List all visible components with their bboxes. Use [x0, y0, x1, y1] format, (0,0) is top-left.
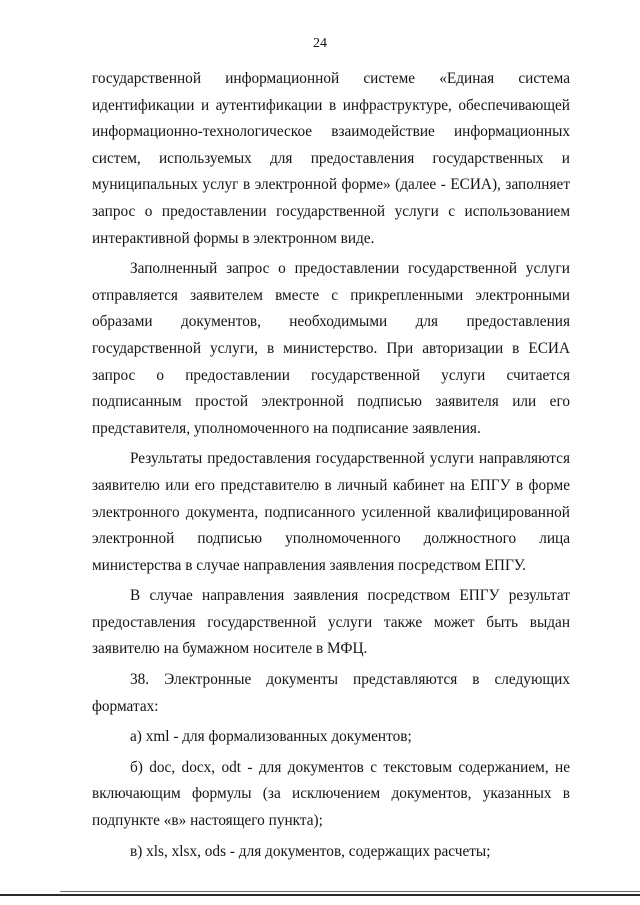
page-bottom-border — [0, 894, 640, 896]
paragraph-results: Результаты предоставления государственной услуги направляются заявителю или его представителю в личный кабинет на ЕПГУ в форме электронного документа, подписанного усиленной квалифицированной электронной подписью уполномоченного должностного лица министерства в случае направления заявления посредством ЕПГУ. — [92, 450, 570, 574]
paragraph-paper-result: В случае направления заявления посредством ЕПГУ результат предоставления государственной услуги также может быть выдан заявителю на бумажном носителе в МФЦ. — [92, 587, 570, 658]
paragraph-filled-request: Заполненный запрос о предоставлении государственной услуги отправляется заявителем вместе с прикрепленными электронными образами документов, необходимыми для предоставления государственной услуги, в министерство. При авторизации в ЕСИА запрос о предоставлении государственной услуги считается подписанным простой электронной подписью заявителя или его представителя, уполномоченного на подписание заявления. — [92, 260, 570, 437]
paragraph-esia-continuation: государственной информационной системе «Единая система идентификации и аутентификации в инфраструктуре, обеспечивающей информационно-технологическое взаимодействие информационных систем, используемых для предоставления государственных и муниципальных услуг в электронной форме» (далее - ЕСИА), заполняет запрос о предоставлении государственной услуги с использованием интерактивной формы в электронном виде. — [92, 70, 570, 247]
list-item-a: а) xml - для формализованных документов; — [130, 728, 412, 746]
list-item-v: в) xls, xlsx, ods - для документов, содержащих расчеты; — [130, 842, 491, 860]
document-body — [92, 66, 570, 865]
list-item-b: б) doc, docx, odt - для документов с текстовым содержанием, не включающим формулы (за исключением документов, указанных в подпункте «в» настоящего пункта); — [92, 758, 570, 830]
paragraph-item-38: 38. Электронные документы представляются в следующих форматах: — [92, 671, 570, 715]
page-number: 24 — [313, 36, 327, 51]
scan-edge-line — [60, 891, 640, 892]
